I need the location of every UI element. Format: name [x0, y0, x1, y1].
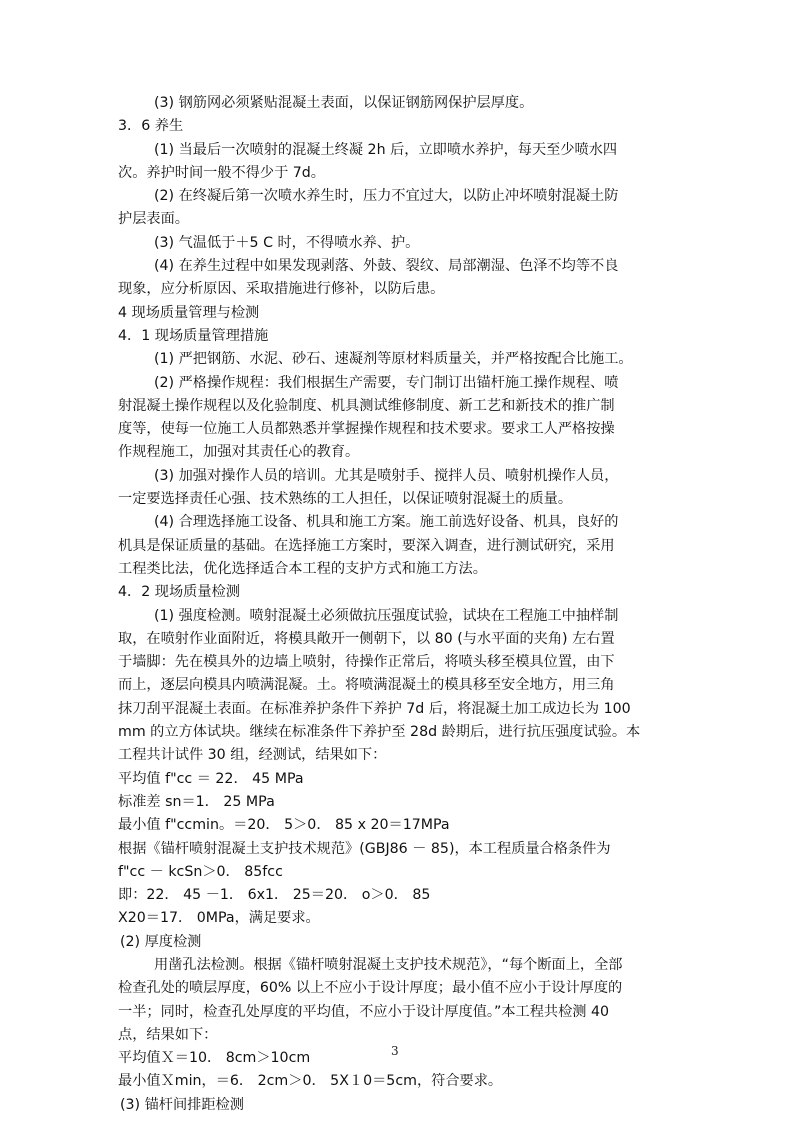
text-line: 4．2 现场质量检测 [118, 584, 240, 601]
text-line: (1) 强度检测。喷射混凝土必须做抗压强度试验，试块在工程施工中抽样制 [154, 607, 619, 624]
text-line: 4 现场质量管理与检测 [118, 304, 260, 321]
text-line: 度等，使每一位施工人员都熟悉并掌握操作规程和技术要求。要求工人严格按操 [118, 421, 615, 438]
text-line: (3) 加强对操作人员的培训。尤其是喷射手、搅拌人员、喷射机操作人员， [154, 467, 619, 484]
text-line: (2) 严格操作规程：我们根据生产需要，专门制订出锚杆施工操作规程、喷 [154, 374, 619, 391]
text-line: 作规程施工，加强对其责任心的教育。 [118, 444, 360, 461]
text-line: (3) 锚杆间排距检测 [120, 1096, 244, 1113]
text-line: 一定要选择责任心强、技术熟练的工人担任，以保证喷射混凝土的质量。 [118, 491, 573, 508]
text-line: (2) 在终凝后第一次喷水养生时，压力不宜过大，以防止冲坏喷射混凝土防 [154, 188, 619, 205]
text-line: 点，结果如下： [118, 1026, 218, 1043]
text-line: 平均值Ｘ＝10． 8cm＞10cm [118, 1050, 311, 1067]
text-line: f"cc － kcSn＞0． 85fcc [118, 863, 283, 880]
text-line: 检查孔处的喷层厚度，60% 以上不应小于设计厚度；最小值不应小于设计厚度的 [118, 980, 623, 997]
text-line: 最小值 f"ccmin。＝20． 5＞0． 85 x 20＝17MPa [118, 817, 450, 834]
text-line: mm 的立方体试块。继续在标准条件下养护至 28d 龄期后，进行抗压强度试验。本 [118, 724, 641, 741]
text-line: 射混凝土操作规程以及化验制度、机具测试维修制度、新工艺和新技术的推广制 [118, 397, 615, 414]
text-line: 根据《锚杆喷射混凝土支护技术规范》(GBJ86 － 85)，本工程质量合格条件为 [118, 840, 611, 857]
text-line: (4) 合理选择施工设备、机具和施工方案。施工前选好设备、机具，良好的 [154, 514, 619, 531]
text-line: 4．1 现场质量管理措施 [118, 327, 269, 344]
text-line: 平均值 f"cc ＝ 22． 45 MPa [118, 770, 304, 787]
text-line: 工程类比法，优化选择适合本工程的支护方式和施工方法。 [118, 560, 487, 577]
text-line: (4) 在养生过程中如果发现剥落、外鼓、裂纹、局部潮湿、色泽不均等不良 [154, 258, 619, 275]
text-line: 于墙脚：先在模具外的边墙上喷射，待操作正常后，将喷头移至模具位置，由下 [118, 654, 615, 671]
text-line: 用凿孔法检测。根据《锚杆喷射混凝土支护技术规范》，“每个断面上，全部 [154, 956, 623, 973]
text-line: 次。养护时间一般不得少于 7d。 [118, 164, 325, 181]
text-line: 现象，应分析原因、采取措施进行修补，以防后患。 [118, 281, 445, 298]
text-line: 取，在喷射作业面附近，将模具敞开一侧朝下，以 80 (与水平面的夹角) 左右置 [118, 630, 615, 647]
page-number: 3 [391, 1044, 399, 1058]
text-line: 即：22． 45 －1． 6x1． 25＝20． o＞0． 85 [118, 887, 431, 904]
text-line: 工程共计试件 30 组，经测试，结果如下： [118, 747, 387, 764]
text-line: (2) 厚度检测 [120, 933, 202, 950]
text-line: 护层表面。 [118, 211, 189, 228]
text-line: (1) 严把钢筋、水泥、砂石、速凝剂等原材料质量关，并严格按配合比施工。 [154, 351, 633, 368]
text-line: (3) 气温低于＋5 C 时，不得喷水养、护。 [154, 234, 420, 251]
text-line: 机具是保证质量的基础。在选择施工方案时，要深入调查，进行测试研究，采用 [118, 537, 615, 554]
text-line: 标准差 sn＝1． 25 MPa [118, 793, 275, 810]
text-line: (3) 钢筋网必须紧贴混凝土表面，以保证钢筋网保护层厚度。 [154, 95, 534, 111]
text-line: 3．6 养生 [118, 118, 184, 135]
document-body [118, 92, 688, 1117]
text-line: 一半；同时，检查孔处厚度的平均值，不应小于设计厚度值。”本工程共检测 40 [118, 1003, 610, 1020]
text-line: 而上，逐层向模具内喷满混凝。土。将喷满混凝土的模具移至安全地方，用三角 [118, 677, 615, 694]
text-line: 抹刀刮平混凝土表面。在标准养护条件下养护 7d 后，将混凝土加工成边长为 100 [118, 700, 631, 717]
text-line: 最小值Ｘmin，＝6． 2cm＞0． 5X１0＝5cm，符合要求。 [118, 1073, 503, 1090]
text-line: X20＝17． 0MPa，满足要求。 [118, 910, 320, 927]
text-line: (1) 当最后一次喷射的混凝土终凝 2h 后，立即喷水养护，每天至少喷水四 [154, 141, 618, 158]
